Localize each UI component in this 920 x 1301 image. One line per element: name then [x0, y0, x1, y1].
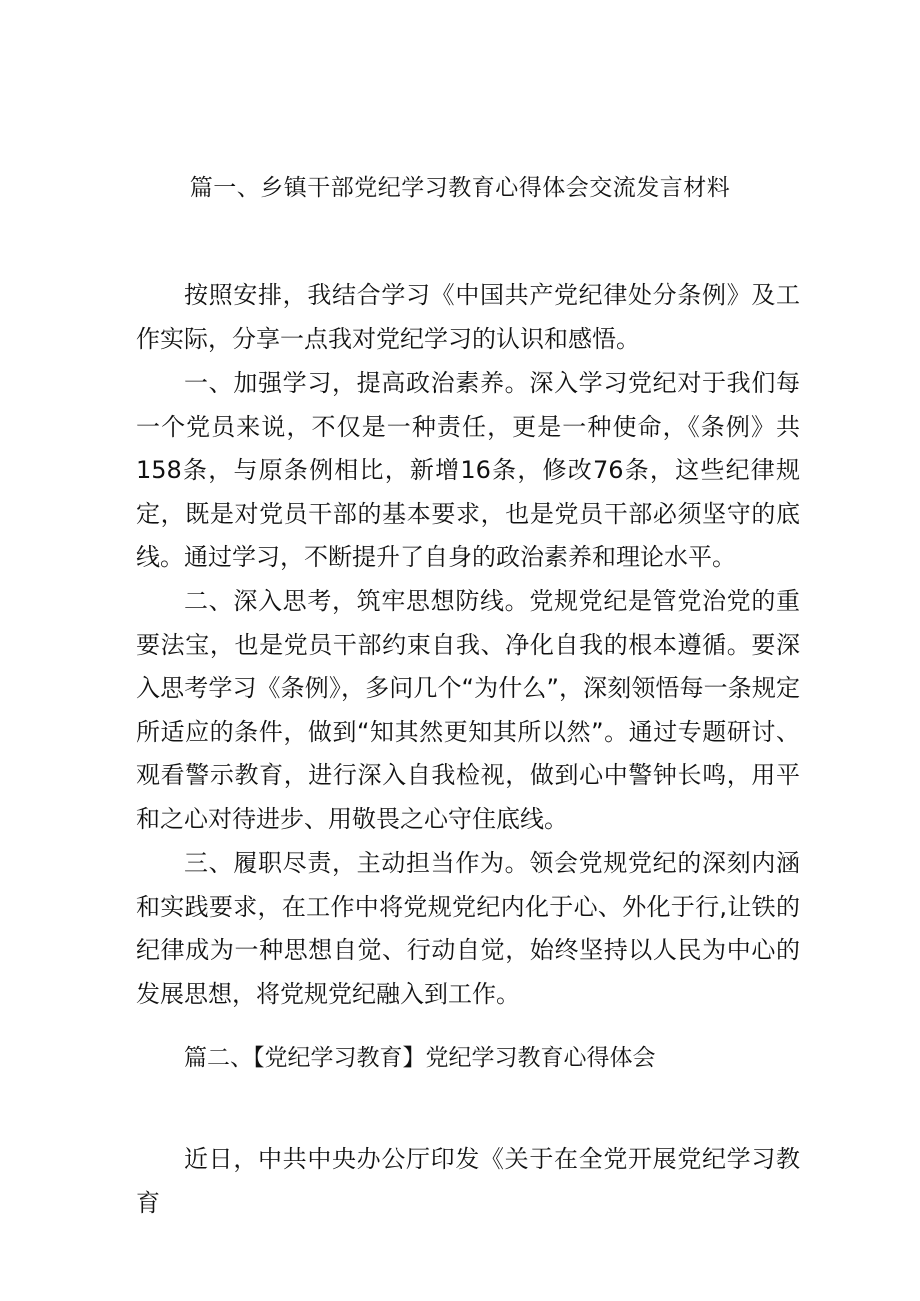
section1-title: 篇一、乡镇干部党纪学习教育心得体会交流发言材料	[189, 175, 731, 201]
section1-paragraph-point-1: 一、加强学习，提高政治素养。深入学习党纪对于我们每一个党员来说，不仅是一种责任，更是一种使命，《条例》共158条，与原条例相比，新增16条，修改76条，这些纪律规定，既是对党员干部的基本要求，也是党员干部必须坚守的底线。通过学习，不断提升了自身的政治素养和理论水平。	[136, 369, 800, 571]
section2-title: 篇二、【党纪学习教育】党纪学习教育心得体会	[184, 1045, 656, 1071]
section1-paragraph-intro: 按照安排，我结合学习《中国共产党纪律处分条例》及工作实际，分享一点我对党纪学习的认识和感悟。	[136, 281, 800, 353]
section1-paragraph-point-2: 二、深入思考，筑牢思想防线。党规党纪是管党治党的重要法宝，也是党员干部约束自我、净化自我的根本遵循。要深入思考学习《条例》，多问几个“为什么”，深刻领悟每一条规定所适应的条件，做到“知其然更知其所以然”。通过专题研讨、观看警示教育，进行深入自我检视，做到心中警钟长鸣，用平和之心对待进步、用敬畏之心守住底线。	[136, 587, 800, 833]
section1-paragraph-point-3: 三、履职尽责，主动担当作为。领会党规党纪的深刻内涵和实践要求，在工作中将党规党纪内化于心、外化于行,让铁的纪律成为一种思想自觉、行动自觉，始终坚持以人民为中心的发展思想，将党规党纪融入到工作。	[136, 849, 800, 1008]
section2-paragraph-intro: 近日，中共中央办公厅印发《关于在全党开展党纪学习教育	[136, 1145, 800, 1217]
